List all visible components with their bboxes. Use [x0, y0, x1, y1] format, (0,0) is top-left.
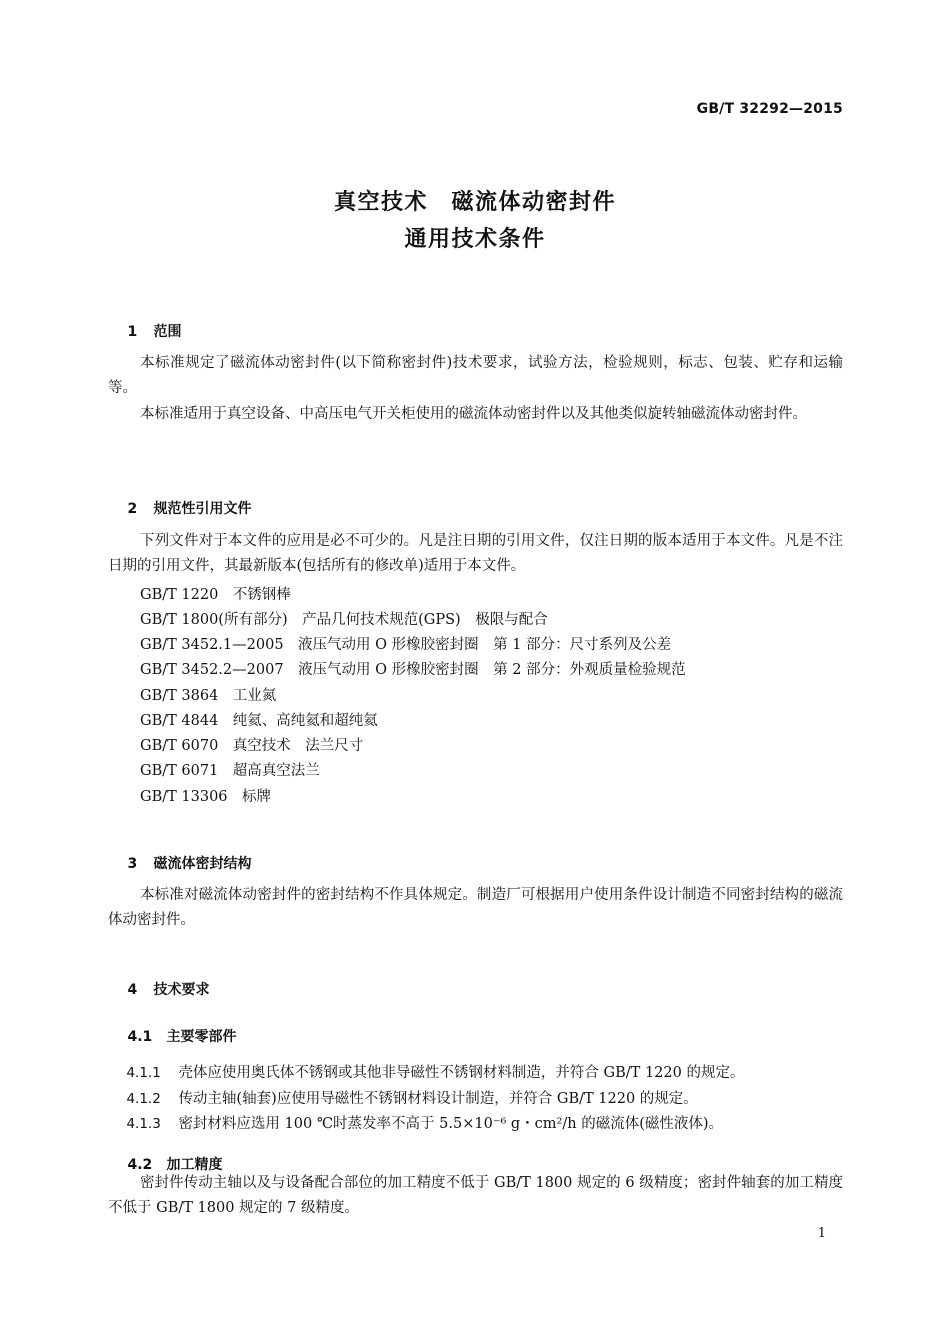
reference-item: GB/T 6070 真空技术 法兰尺寸	[140, 738, 364, 754]
page-number: 1	[817, 1226, 826, 1241]
section-4-heading	[108, 963, 210, 1015]
section-title: 磁流体密封结构	[153, 856, 252, 872]
reference-item: GB/T 13306 标牌	[140, 789, 272, 805]
reference-item: GB/T 1220 不锈钢棒	[140, 587, 291, 603]
section-title: 规范性引用文件	[153, 501, 252, 517]
reference-item: GB/T 3864 工业氮	[140, 688, 277, 704]
document-title-line2: 通用技术条件	[404, 227, 546, 252]
section-title: 范围	[153, 324, 182, 340]
section-number: 2	[127, 501, 138, 517]
section-3-paragraph-1: 本标准对磁流体动密封件的密封结构不作具体规定。制造厂可根据用户使用条件设计制造不同密封结构的磁流体动密封件。	[108, 887, 843, 928]
section-2-paragraph-1: 下列文件对于本文件的应用是必不可少的。凡是注日期的引用文件，仅注日期的版本适用于本文件。凡是不注日期的引用文件，其最新版本(包括所有的修改单)适用于本文件。	[108, 533, 843, 574]
subsection-number: 4.1	[127, 1029, 153, 1045]
clause-text: 壳体应使用奥氏体不锈钢或其他非导磁性不锈钢材料制造，并符合 GB/T 1220 的规定。	[178, 1065, 745, 1081]
subsection-number: 4.2	[127, 1157, 153, 1173]
reference-item: GB/T 3452.2—2007 液压气动用 O 形橡胶密封圈 第 2 部分：外观质量检验规范	[140, 662, 686, 678]
section-title: 技术要求	[153, 982, 210, 998]
clause-number: 4.1.1	[126, 1065, 161, 1081]
reference-item: GB/T 6071 超高真空法兰	[140, 763, 320, 779]
reference-item: GB/T 4844 纯氦、高纯氦和超纯氦	[140, 713, 378, 729]
subsection-title: 加工精度	[166, 1157, 223, 1173]
clause-number: 4.1.3	[126, 1116, 161, 1132]
reference-item: GB/T 3452.1—2005 液压气动用 O 形橡胶密封圈 第 1 部分：尺寸系列及公差	[140, 637, 672, 653]
clause-text: 传动主轴(轴套)应使用导磁性不锈钢材料设计制造，并符合 GB/T 1220 的规定。	[178, 1091, 698, 1107]
section-3-heading	[108, 837, 252, 889]
section-number: 4	[127, 982, 138, 998]
section-4-2-paragraph-1: 密封件传动主轴以及与设备配合部位的加工精度不低于 GB/T 1800 规定的 6 级精度；密封件轴套的加工精度不低于 GB/T 1800 规定的 7 级精度。	[108, 1175, 843, 1216]
clause-number: 4.1.2	[126, 1091, 161, 1107]
reference-item: GB/T 1800(所有部分) 产品几何技术规范(GPS) 极限与配合	[140, 612, 548, 628]
document-title-line1: 真空技术 磁流体动密封件	[333, 190, 616, 215]
standard-number: GB/T 32292—2015	[696, 101, 843, 117]
section-1-heading	[108, 305, 182, 357]
clause-text: 密封材料应选用 100 ℃时蒸发率不高于 5.5×10⁻⁶ g・cm²/h 的磁流体(磁性液体)。	[178, 1116, 724, 1132]
section-1-paragraph-1: 本标准规定了磁流体动密封件(以下简称密封件)技术要求，试验方法，检验规则，标志、包装、贮存和运输等。	[108, 355, 843, 396]
subsection-title: 主要零部件	[166, 1029, 237, 1045]
section-number: 1	[127, 324, 138, 340]
section-number: 3	[127, 856, 138, 872]
section-1-paragraph-2: 本标准适用于真空设备、中高压电气开关柜使用的磁流体动密封件以及其他类似旋转轴磁流体动密封件。	[140, 406, 807, 422]
section-2-heading	[108, 482, 252, 534]
